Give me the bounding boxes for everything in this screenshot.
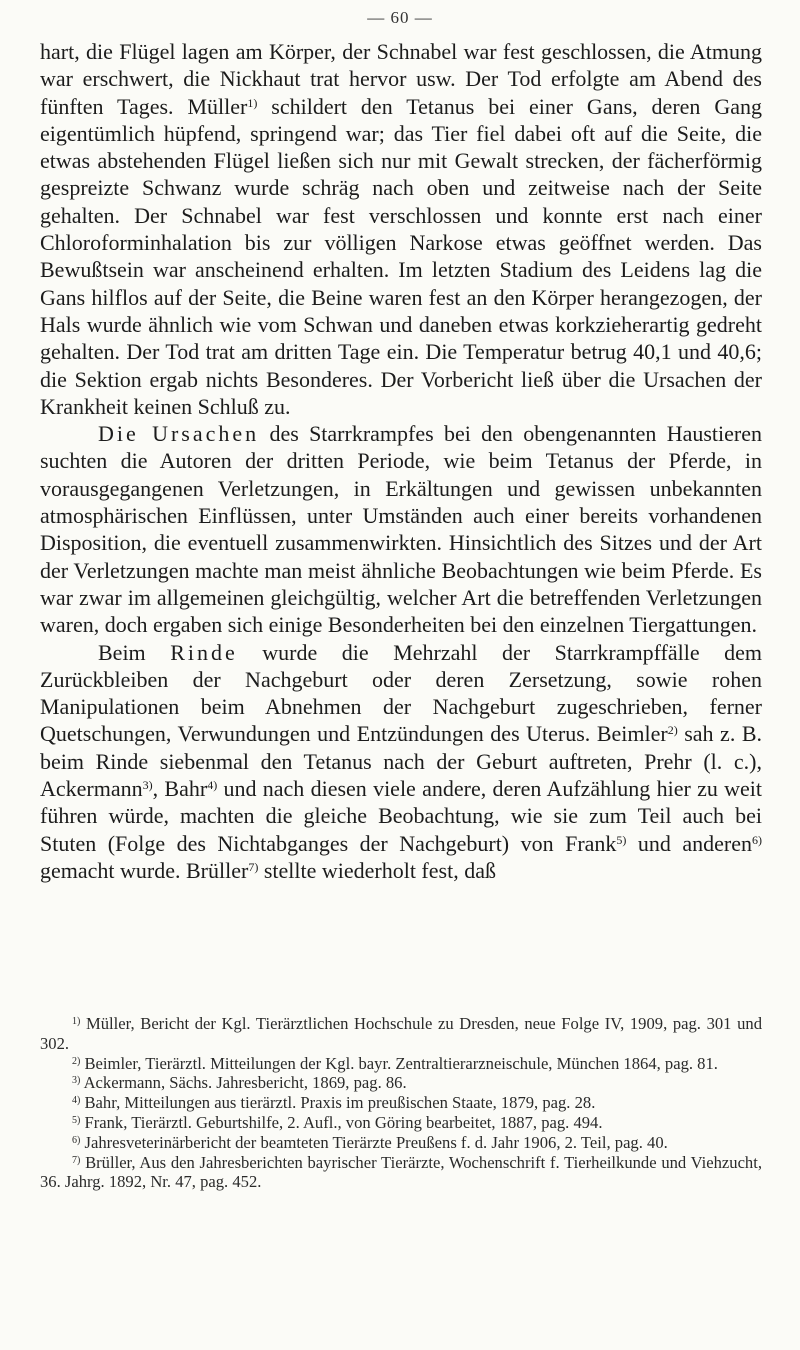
footnote-mark: 3) [72, 1075, 81, 1087]
footnote-text: Müller, Bericht der Kgl. Tierärztlichen Hochschule zu Dresden, neue Folge IV, 1909, pag. 301 und 302. [40, 1014, 762, 1053]
text-run: gemacht wurde. Brüller [40, 857, 249, 883]
text-run: wurde die Mehrzahl der Starrkrampffälle dem Zurückbleiben der Nachgeburt oder deren Zersetzung, sowie rohen Manipulationen beim Abnehmen der Nachgeburt zugeschrieben, ferner Quetschungen, Verwundungen und Entzündungen des Uterus. Beimler [40, 639, 763, 747]
spaced-emphasis: Die Ursachen [98, 421, 260, 447]
footnote-ref: 5) [616, 832, 627, 847]
footnote-text: Brüller, Aus den Jahresberichten bayrischer Tierärzte, Wochenschrift f. Tierheilkunde und Viehzucht, 36. Jahrg. 1892, Nr. 47, pag. 452. [40, 1152, 762, 1192]
footnote-mark: 7) [72, 1154, 81, 1166]
text-run: sah z. B. beim Rinde siebenmal den Tetanus nach der Geburt auftreten, Prehr (l. c.), Ackermann [40, 721, 763, 802]
text-run: , Bahr [152, 776, 208, 802]
paragraph [40, 639, 762, 885]
footnote-ref: 2) [667, 723, 678, 738]
footnote-mark: 6) [72, 1134, 81, 1146]
paragraph [40, 420, 762, 638]
text-run: Beim [98, 639, 171, 665]
footnote [40, 1073, 762, 1093]
footnote-mark: 1) [72, 1016, 81, 1027]
footnote [40, 1133, 762, 1153]
spaced-emphasis: Rinde [170, 639, 238, 665]
footnote-ref: 7) [248, 859, 259, 874]
footnote [40, 1014, 762, 1054]
footnote-ref: 6) [752, 832, 762, 847]
text-run: stellte wiederholt fest, daß [258, 857, 496, 883]
footnote-ref: 1) [247, 95, 258, 110]
text-run: und nach diesen viele andere, deren Aufzählung hier zu weit führen würde, machten die gleiche Beobachtung, wie sie zum Teil auch bei Stuten (Folge des Nichtabganges der Nachgeburt) von Frank [40, 776, 763, 856]
page-number: — 60 — [367, 8, 433, 27]
footnote-text: Ackermann, Sächs. Jahresbericht, 1869, pag. 86. [80, 1073, 407, 1093]
footnote-ref: 4) [207, 778, 218, 793]
footnote-text: Jahresveterinärbericht der beamteten Tierärzte Preußens f. d. Jahr 1906, 2. Teil, pag. 40. [80, 1132, 668, 1152]
footnote-ref: 3) [142, 778, 153, 793]
footnote-text: Frank, Tierärztl. Geburtshilfe, 2. Aufl., von Göring bearbeitet, 1887, pag. 494. [80, 1112, 603, 1132]
text-run: des Starrkrampfes bei den obengenannten Haustieren suchten die Autoren der dritten Periode, wie beim Tetanus der Pferde, in vorausgegangenen Verletzungen, in Erkältungen und gewissen unbekannten atmosphärischen Einflüssen, unter Umständen auch einer bereits vorhandenen Disposition, die eventuell zusammenwirkten. Hinsichtlich des Sitzes und der Art der Verletzungen machte man meist ähnliche Beobachtungen wie beim Pferde. Es war zwar im allgemeinen gleichgültig, welcher Art die betreffenden Verletzungen waren, doch ergaben sich einige Besonderheiten bei den einzelnen Tiergattungen. [40, 421, 762, 638]
footnotes [40, 1014, 762, 1192]
text-run: schildert den Tetanus bei einer Gans, deren Gang eigentümlich hüpfend, springend war; das Tier fiel dabei oft auf die Seite, die etwas abstehenden Flügel ließen sich nur mit Gewalt strecken, der fächerförmig gespreizte Schwanz wurde schräg nach oben und zeitweise nach der Seite gehalten. Der Schnabel war fest verschlossen und konnte erst nach einer Chloroforminhalation bis zur völligen Narkose etwas geöffnet werden. Das Bewußtsein war anscheinend erhalten. Im letzten Stadium des Leidens lag die Gans hilflos auf der Seite, die Beine waren fest an den Körper herangezogen, der Hals wurde ähnlich wie vom Schwan und daneben etwas korkzieherartig gedreht gehalten. Der Tod trat am dritten Tage ein. Die Temperatur betrug 40,1 und 40,6; die Sektion ergab nichts Besonderes. Der Vorbericht ließ über die Ursachen der Krankheit keinen Schluß zu. [40, 93, 762, 419]
footnote [40, 1153, 762, 1193]
footnote-mark: 2) [72, 1055, 81, 1067]
text-run: hart, die Flügel lagen am Körper, der Schnabel war fest geschlossen, die Atmung war erschwert, die Nickhaut trat hervor usw. Der Tod erfolgte am Abend des fünften Tages. Müller [40, 39, 762, 119]
footnote [40, 1093, 762, 1113]
footnote-text: Beimler, Tierärztl. Mitteilungen der Kgl. bayr. Zentraltierarzneischule, München 1864, pag. 81. [80, 1053, 718, 1073]
footnote-mark: 5) [72, 1114, 81, 1126]
footnote [40, 1054, 762, 1074]
footnote-text: Bahr, Mitteilungen aus tierärztl. Praxis im preußischen Staate, 1879, pag. 28. [80, 1093, 596, 1113]
footnote-mark: 4) [72, 1095, 81, 1107]
text-run: und anderen [626, 830, 752, 856]
paragraph [40, 38, 762, 420]
footnote [40, 1113, 762, 1133]
body-text [40, 38, 762, 884]
